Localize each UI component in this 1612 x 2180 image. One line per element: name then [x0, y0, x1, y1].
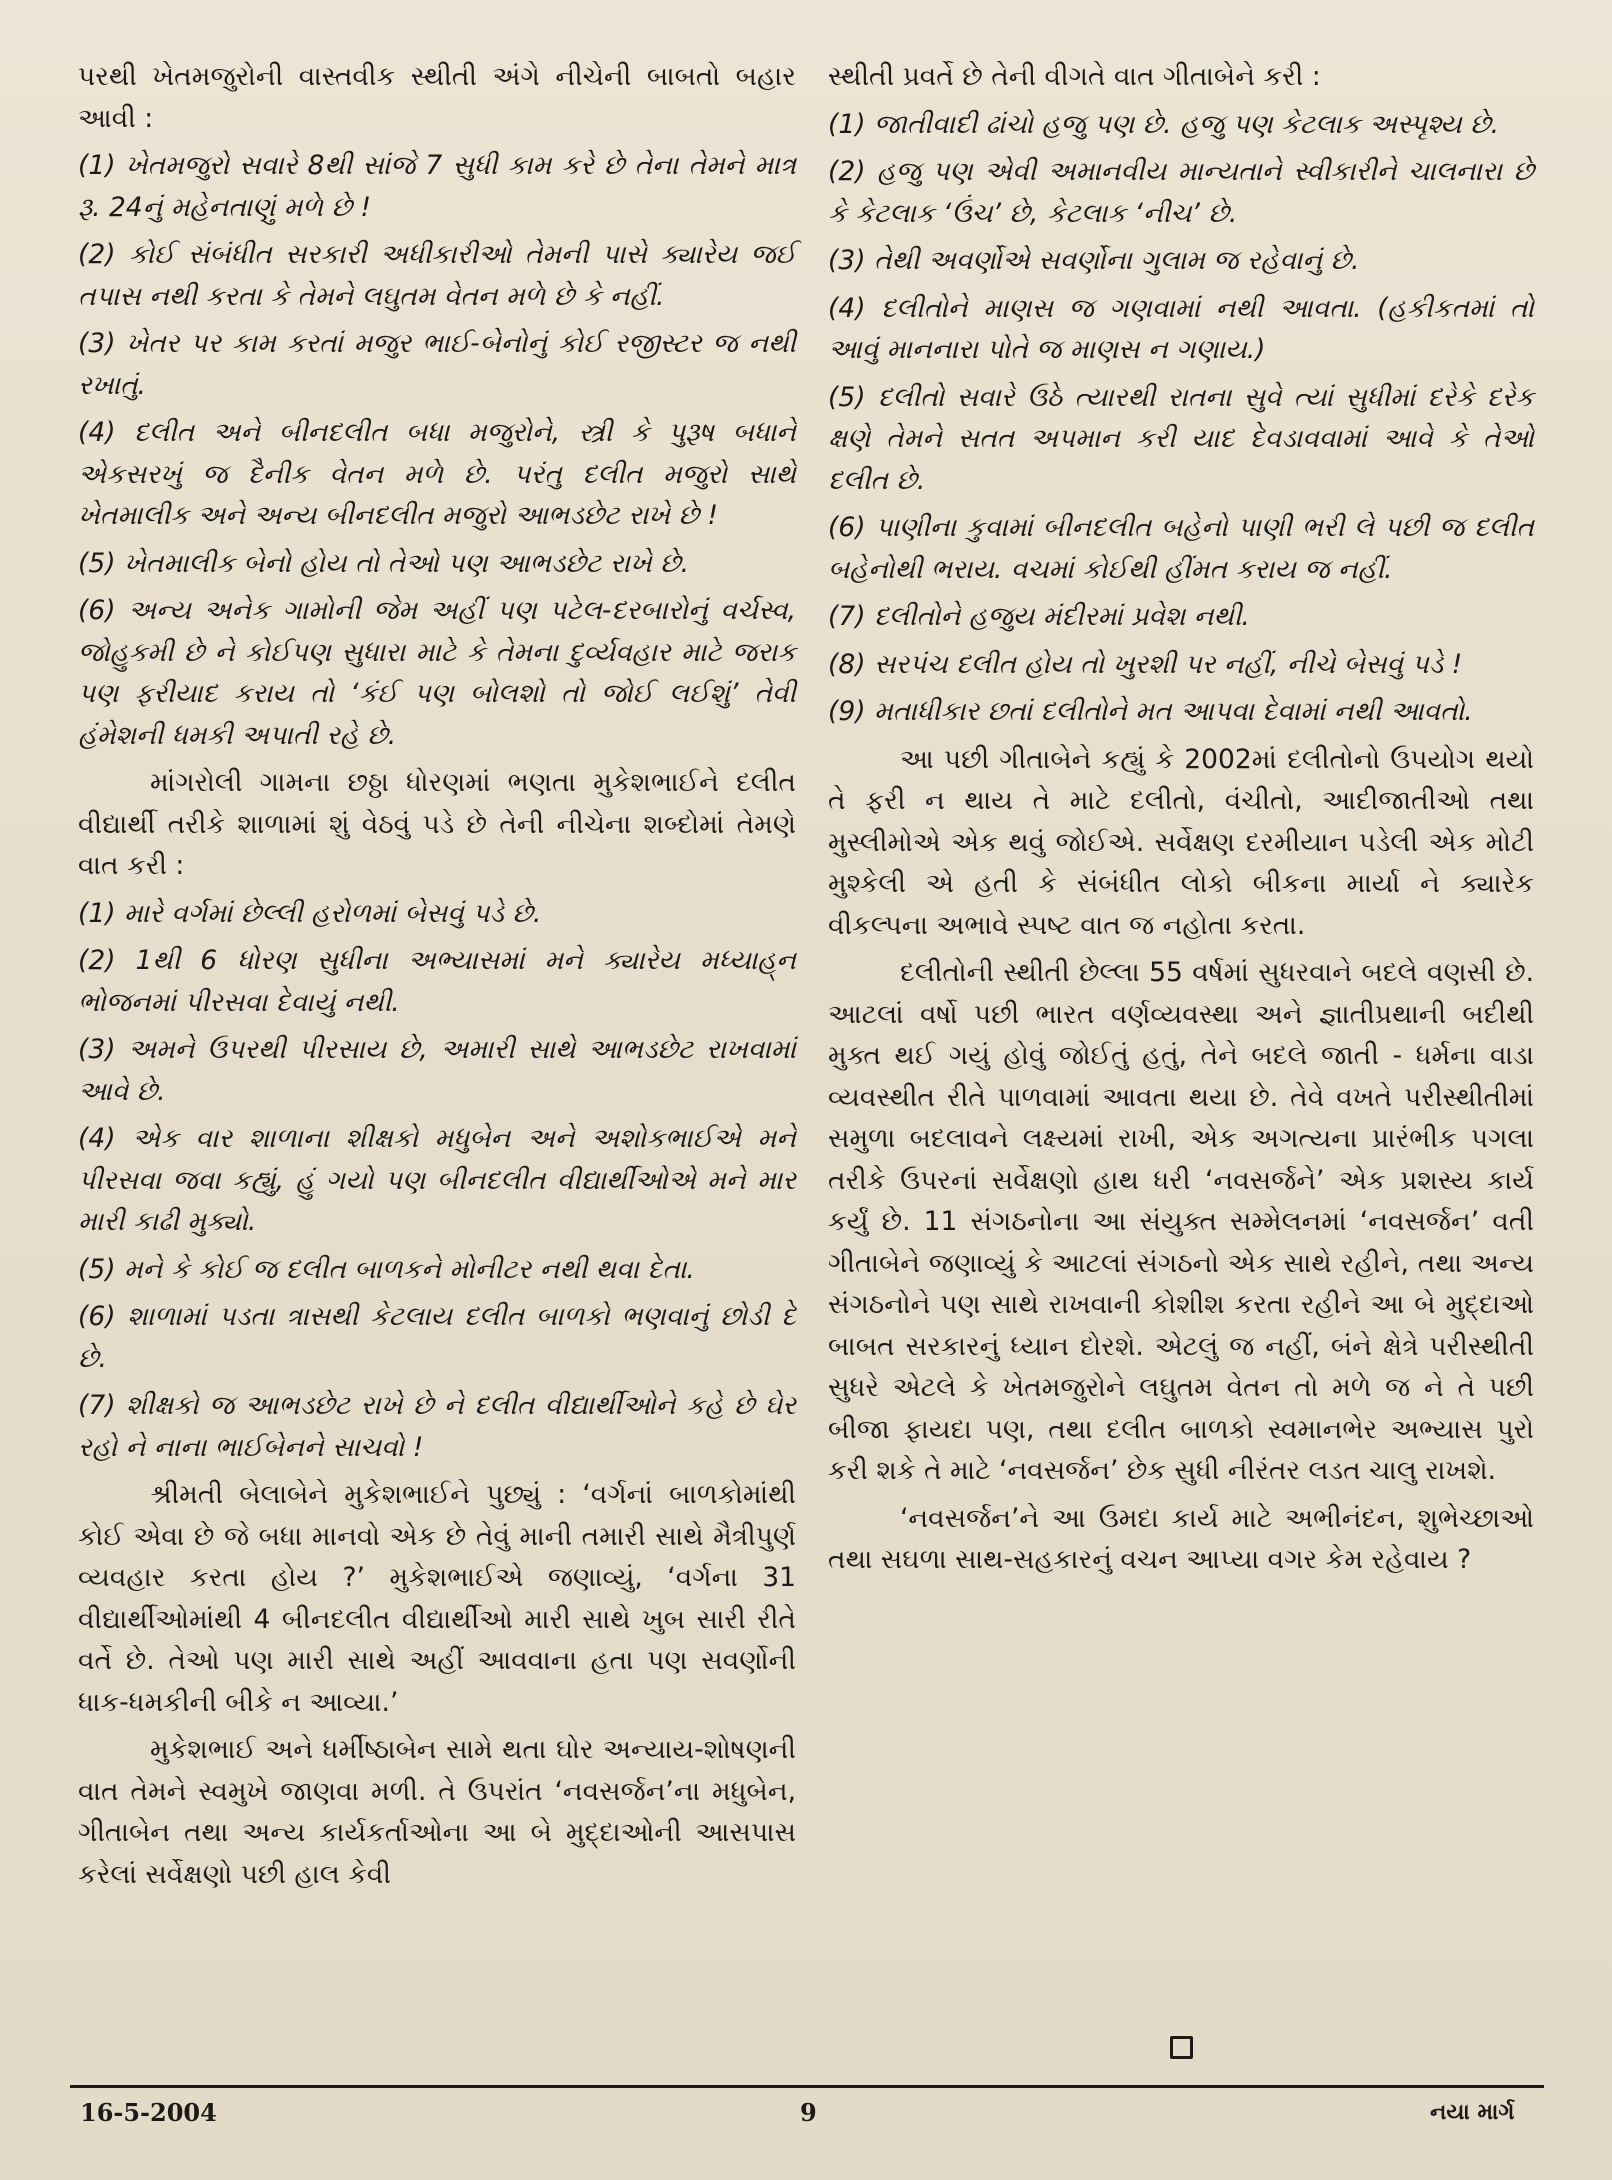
paragraph: (2) 1થી 6 ધોરણ સુધીના અભ્યાસમાં મને ક્યારેય મધ્યાહ્‌ન ભોજનમાં પીરસવા દેવાયું નથી. — [78, 945, 796, 1018]
paragraph: (3) તેથી અવર્ણોએ સવર્ણોના ગુલામ જ રહેવાનું છે. — [828, 245, 1360, 276]
paragraph: સ્થીતી પ્રવર્તે છે તેની વીગતે વાત ગીતાબેને કરી : — [828, 61, 1321, 92]
paragraph: ‘નવસર્જન’ને આ ઉમદા કાર્ય માટે અભીનંદન, શુભેચ્છાઓ તથા સઘળા સાથ-સહકારનું વચન આપ્યા વગર કેમ રહેવાય ? — [828, 1502, 1534, 1575]
paragraph: માંગરોલી ગામના છઠ્ઠા ધોરણમાં ભણતા મુકેશભાઈને દલીત વીદ્યાર્થી તરીકે શાળામાં શું વેઠવું પડે છે તેની નીચેના શબ્દોમાં તેમણે વાત કરી : — [78, 767, 796, 881]
paragraph: (4) દલીતોને માણસ જ ગણવામાં નથી આવતા. (હકીકતમાં તો આવું માનનારા પોતે જ માણસ ન ગણાય.) — [828, 292, 1534, 365]
publication-name: નયા માર્ગ — [1430, 2100, 1515, 2125]
paragraph: મુકેશભાઈ અને ધર્મીષ્ઠાબેન સામે થતા ઘોર અન્યાય-શોષણની વાત તેમને સ્વમુખે જાણવા મળી. તે ઉપરાંત ‘નવસર્જન’ના મધુબેન, ગીતાબેન તથા અન્ય કાર્યકર્તાઓના આ બે મુદ્દાઓની આસપાસ કરેલાં સર્વેક્ષણો પછી હાલ કેવી — [78, 1734, 796, 1890]
paragraph: શ્રીમતી બેલાબેને મુકેશભાઈને પુછ્યું : ‘વર્ગનાં બાળકોમાંથી કોઈ એવા છે જે બધા માનવો એક છે તેવું માની તમારી સાથે મૈત્રીપુર્ણ વ્યવહાર કરતા હોય ?’ મુકેશભાઈએ જણાવ્યું, ‘વર્ગના 31 વીદ્યાર્થીઓમાંથી 4 બીનદલીત વીદ્યાર્થીઓ મારી સાથે ખુબ સારી રીતે વર્તે છે. તેઓ પણ મારી સાથે અહીં આવવાના હતા પણ સવર્ણોની ધાક-ધમકીની બીકે ન આવ્યા.’ — [78, 1479, 796, 1718]
paragraph: દલીતોની સ્થીતી છેલ્લા 55 વર્ષમાં સુધરવાને બદલે વણસી છે. આટલાં વર્ષો પછી ભારત વર્ણવ્યવસ્થા અને જ્ઞાતીપ્રથાની બદીથી મુક્ત થઈ ગયું હોવું જોઈતું હતું, તેને બદલે જાતી - ધર્મના વાડા વ્યવસ્થીત રીતે પાળવામાં આવતા થયા છે. તેવે વખતે પરીસ્થીતીમાં સમુળા બદલાવને લક્ષ્યમાં રાખી, એક અગત્યના પ્રારંભીક પગલા તરીકે ઉપરનાં સર્વેક્ષણો હાથ ધરી ‘નવસર્જને’ એક પ્રશસ્ય કાર્ય કર્યું છે. 11 સંગઠનોના આ સંયુક્ત સમ્મેલનમાં ‘નવસર્જન’ વતી ગીતાબેને જણાવ્યું કે આટલાં સંગઠનો એક સાથે રહીને, તથા અન્ય સંગઠનોને પણ સાથે રાખવાની કોશીશ કરતા રહીને આ બે મુદ્દાઓ બાબત સરકારનું ધ્યાન દોરશે. એટલું જ નહીં, બંને ક્ષેત્રે પરીસ્થીતી સુધરે એટલે કે ખેતમજુરોને લઘુતમ વેતન તો મળે જ ને તે પછી બીજા ફાયદા પણ, તથા દલીત બાળકો સ્વમાનભેર અભ્યાસ પુરો કરી શકે તે માટે ‘નવસર્જન’ છેક સુધી નીરંતર લડત ચાલુ રાખશે. — [828, 957, 1534, 1486]
paragraph: (3) ખેતર પર કામ કરતાં મજુર ભાઈ-બેનોનું કોઈ રજીસ્ટર જ નથી રખાતું. — [78, 328, 796, 401]
paragraph: (3) અમને ઉપરથી પીરસાય છે, અમારી સાથે આભડછેટ રાખવામાં આવે છે. — [78, 1034, 796, 1107]
paragraph: આ પછી ગીતાબેને કહ્યું કે 2002માં દલીતોનો ઉપયોગ થયો તે ફરી ન થાય તે માટે દલીતો, વંચીતો, આદીજાતીઓ તથા મુસ્લીમોએ એક થવું જોઈએ. સર્વેક્ષણ દરમીયાન પડેલી એક મોટી મુશ્કેલી એ હતી કે સંબંધીત લોકો બીકના માર્યા ને ક્યારેક વીકલ્પના અભાવે સ્પષ્ટ વાત જ નહોતા કરતા. — [828, 743, 1534, 941]
paragraph: (1) ખેતમજુરો સવારે 8થી સાંજે 7 સુધી કામ કરે છે તેના તેમને માત્ર રૂ. 24નું મહેનતાણું મળે છે ! — [78, 150, 796, 223]
paragraph: (4) એક વાર શાળાના શીક્ષકો મધુબેન અને અશોકભાઈએ મને પીરસવા જવા કહ્યું, હું ગયો પણ બીનદલીત વીદ્યાર્થીઓએ મને માર મારી કાઢી મુક્યો. — [78, 1123, 796, 1237]
paragraph: (6) અન્ય અનેક ગામોની જેમ અહીં પણ પટેલ-દરબારોનું વર્ચસ્વ, જોહુકમી છે ને કોઈપણ સુધારા માટે કે તેમના દુર્વ્યવહાર માટે જરાક પણ ફરીયાદ કરાય તો ‘કંઈ પણ બોલશો તો જોઈ લઈશું’ તેવી હંમેશની ધમકી અપાતી રહે છે. — [78, 595, 796, 751]
paragraph: (7) શીક્ષકો જ આભડછેટ રાખે છે ને દલીત વીદ્યાર્થીઓને કહે છે ઘેર રહો ને નાના ભાઈબેનને સાચવો ! — [78, 1390, 796, 1463]
paragraph: (8) સરપંચ દલીત હોય તો ખુરશી પર નહીં, નીચે બેસવું પડે ! — [828, 648, 1463, 680]
hollow-square-icon — [1170, 2036, 1193, 2059]
paragraph: (1) મારે વર્ગમાં છેલ્લી હરોળમાં બેસવું પડે છે. — [78, 897, 542, 929]
paragraph: (5) ખેતમાલીક બેનો હોય તો તેઓ પણ આભડછેટ રાખે છે. — [78, 547, 690, 579]
paragraph: (2) કોઈ સંબંધીત સરકારી અધીકારીઓ તેમની પાસે ક્યારેય જઈ તપાસ નથી કરતા કે તેમને લઘુતમ વેતન મળે છે કે નહીં. — [78, 239, 796, 312]
left-column — [78, 56, 796, 1901]
paragraph: (5) મને કે કોઈ જ દલીત બાળકને મોનીટર નથી થવા દેતા. — [78, 1253, 695, 1285]
paragraph: (6) પાણીના કુવામાં બીનદલીત બહેનો પાણી ભરી લે પછી જ દલીત બહેનોથી ભરાય. વચમાં કોઈથી હીંમત કરાય જ નહીં. — [828, 512, 1534, 585]
paragraph: (4) દલીત અને બીનદલીત બધા મજુરોને, સ્ત્રી કે પુરૂષ બધાને એકસરખું જ દૈનીક વેતન મળે છે. પરંતુ દલીત મજુરો સાથે ખેતમાલીક અને અન્ય બીનદલીત મજુરો આભડછેટ રાખે છે ! — [78, 417, 796, 531]
paragraph: (7) દલીતોને હજુય મંદીરમાં પ્રવેશ નથી. — [828, 601, 1250, 632]
paragraph: (6) શાળામાં પડતા ત્રાસથી કેટલાય દલીત બાળકો ભણવાનું છોડી દે છે. — [78, 1301, 796, 1374]
paragraph: પરથી ખેતમજુરોની વાસ્તવીક સ્થીતી અંગે નીચેની બાબતો બહાર આવી : — [78, 61, 796, 134]
page-number: 9 — [800, 2098, 817, 2127]
paragraph: (9) મતાધીકાર છતાં દલીતોને મત આપવા દેવામાં નથી આવતો. — [828, 696, 1473, 727]
paragraph: (1) જાતીવાદી ઢાંચો હજુ પણ છે. હજુ પણ કેટલાક અસ્પૃશ્ય છે. — [828, 108, 1500, 140]
paragraph: (2) હજુ પણ એવી અમાનવીય માન્યતાને સ્વીકારીને ચાલનારા છે કે કેટલાક ‘ઉંચ’ છે, કેટલાક ‘નીચ’ છે. — [828, 156, 1534, 229]
footer-date: 16-5-2004 — [80, 2098, 217, 2127]
footer-rule — [70, 2085, 1544, 2088]
paragraph: (5) દલીતો સવારે ઉઠે ત્યારથી રાતના સુવે ત્યાં સુધીમાં દરેકે દરેક ક્ષણે તેમને સતત અપમાન કરી યાદ દેવડાવવામાં આવે કે તેઓ દલીત છે. — [828, 381, 1534, 496]
right-column — [828, 56, 1534, 1587]
